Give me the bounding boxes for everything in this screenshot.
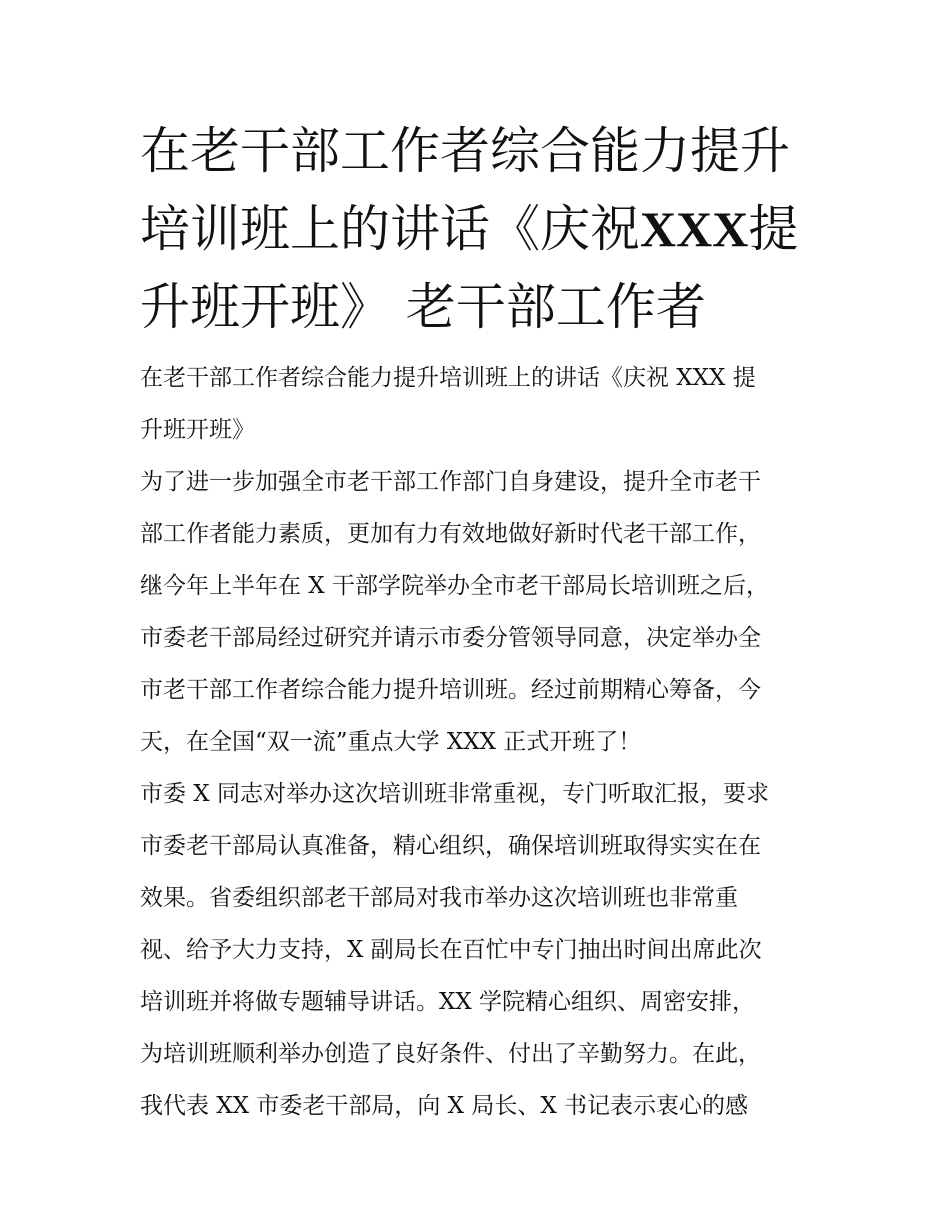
- body-line: 部工作者能力素质，更加有力有效地做好新时代老干部工作，: [140, 521, 761, 547]
- body-line: 培训班并将做专题辅导讲话。XX 学院精心组织、周密安排，: [140, 989, 756, 1015]
- body-line: 市委老干部局经过研究并请示市委分管领导同意，决定举办全: [140, 625, 761, 651]
- title-line-3: 升班开班》 老干部工作者: [140, 278, 706, 336]
- body-line: 市老干部工作者综合能力提升培训班。经过前期精心筹备，今: [140, 677, 761, 703]
- body-line: 在老干部工作者综合能力提升培训班上的讲话《庆祝 XXX 提: [140, 365, 756, 391]
- title-line-2-bold: XXX: [640, 201, 749, 257]
- body-line: 继今年上半年在 X 干部学院举办全市老干部局长培训班之后，: [140, 573, 769, 599]
- body-line: 视、给予大力支持，X 副局长在百忙中专门抽出时间出席此次: [140, 937, 762, 963]
- body-line: 效果。省委组织部老干部局对我市举办这次培训班也非常重: [140, 885, 738, 911]
- body-line: 升班开班》: [140, 417, 255, 443]
- document-body: [140, 352, 820, 1132]
- title-line-2-tail: 提: [748, 200, 799, 258]
- title-line-1: 在老干部工作者综合能力提升: [140, 122, 790, 180]
- title-line-2-text: 培训班上的讲话《庆祝: [140, 200, 640, 258]
- body-line: 我代表 XX 市委老干部局，向 X 局长、X 书记表示衷心的感: [140, 1093, 749, 1119]
- body-line: 市委老干部局认真准备，精心组织，确保培训班取得实实在在: [140, 833, 761, 859]
- title-line-2: [140, 190, 830, 268]
- body-line: 市委 X 同志对举办这次培训班非常重视，专门听取汇报，要求: [140, 781, 769, 807]
- document-title: [140, 112, 830, 346]
- body-line: 天，在全国“双一流”重点大学 XXX 正式开班了！: [140, 729, 642, 755]
- body-line: 为培训班顺利举办创造了良好条件、付出了辛勤努力。在此，: [140, 1041, 761, 1067]
- body-line: 为了进一步加强全市老干部工作部门自身建设，提升全市老干: [140, 469, 761, 495]
